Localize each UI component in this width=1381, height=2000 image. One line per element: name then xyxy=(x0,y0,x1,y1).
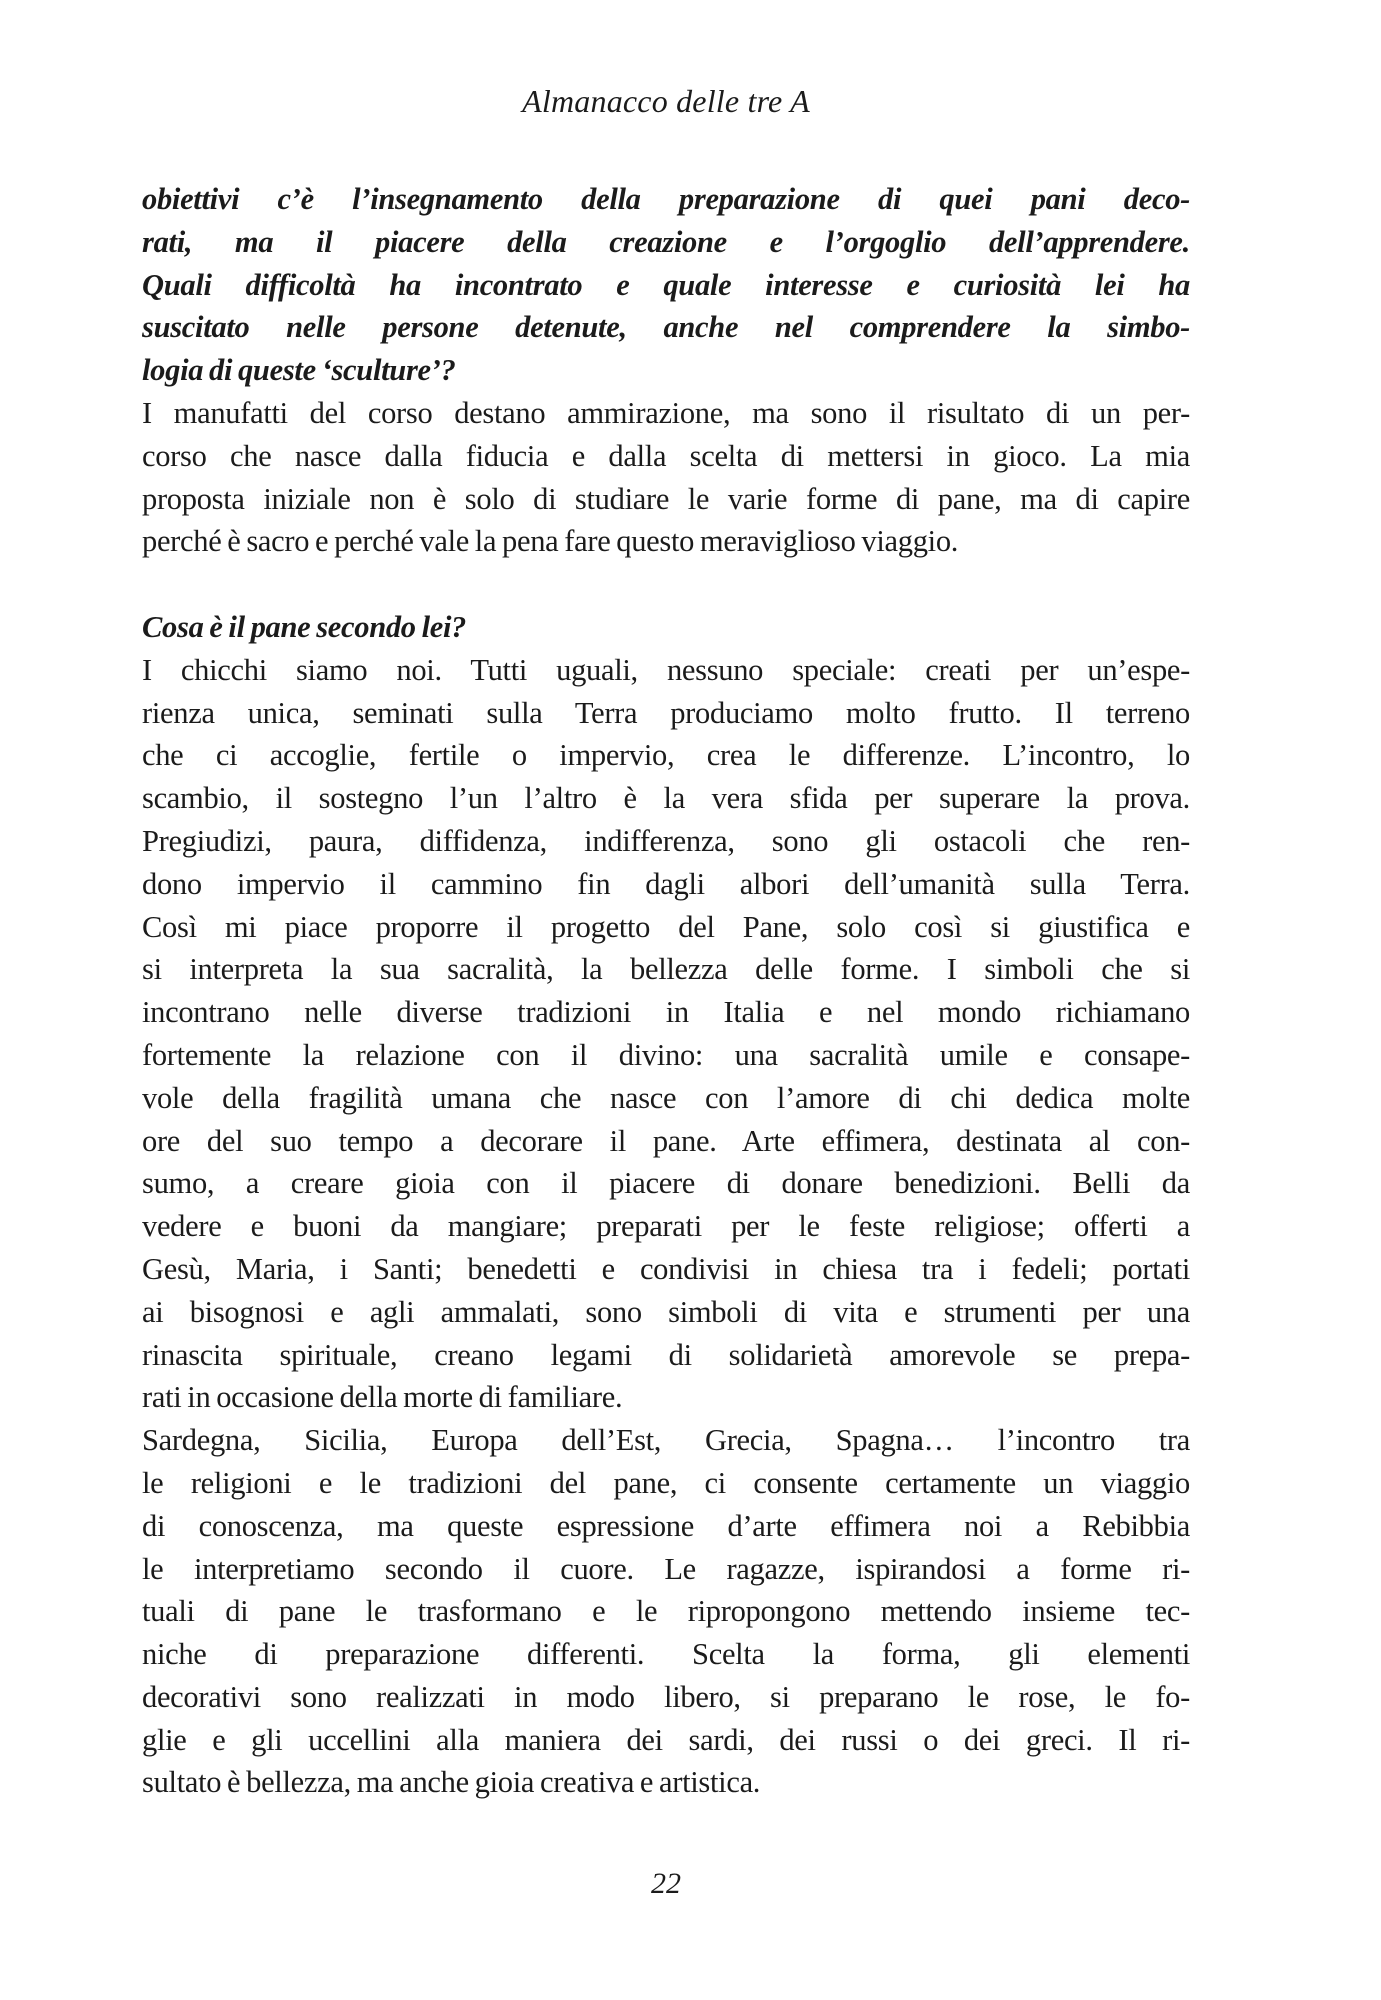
answer-line: ore del suo tempo a decorare il pane. Arte effimera, destinata al con- xyxy=(142,1123,1190,1158)
answer-line: rati in occasione della morte di familiare. xyxy=(142,1380,623,1415)
answer-line: dono impervio il cammino fin dagli albori dell’umanità sulla Terra. xyxy=(142,866,1190,901)
answer-line: tuali di pane le trasformano e le ripropongono mettendo insieme tec- xyxy=(142,1594,1190,1629)
paragraph-spacer xyxy=(142,563,1190,606)
answer-line: di conoscenza, ma queste espressione d’arte effimera noi a Rebibbia xyxy=(142,1508,1190,1543)
answer-line: I manufatti del corso destano ammirazione, ma sono il risultato di un per- xyxy=(142,395,1190,430)
answer-line: proposta iniziale non è solo di studiare le varie forme di pane, ma di capire xyxy=(142,481,1190,516)
question-line: suscitato nelle persone detenute, anche nel comprendere la simbo- xyxy=(142,310,1190,345)
body-text xyxy=(142,178,1190,1804)
answer-line: perché è sacro e perché vale la pena fare questo meraviglioso viaggio. xyxy=(142,524,959,559)
answer-line: si interpreta la sua sacralità, la bellezza delle forme. I simboli che si xyxy=(142,952,1190,987)
answer-line: corso che nasce dalla fiducia e dalla scelta di mettersi in gioco. La mia xyxy=(142,438,1190,473)
answer-line: niche di preparazione differenti. Scelta la forma, gli elementi xyxy=(142,1637,1190,1672)
page-number: 22 xyxy=(651,1867,681,1900)
answer-line: scambio, il sostegno l’un l’altro è la vera sfida per superare la prova. xyxy=(142,781,1190,816)
answer-line: rienza unica, seminati sulla Terra produciamo molto frutto. Il terreno xyxy=(142,695,1190,730)
question-line: Cosa è il pane secondo lei? xyxy=(142,609,467,644)
question-line: obiettivi c’è l’insegnamento della preparazione di quei pani deco- xyxy=(142,182,1190,216)
answer-line: incontrano nelle diverse tradizioni in Italia e nel mondo richiamano xyxy=(142,995,1190,1030)
question-line: Quali difficoltà ha incontrato e quale interesse e curiosità lei ha xyxy=(142,267,1190,302)
answer-line: le religioni e le tradizioni del pane, ci consente certamente un viaggio xyxy=(142,1465,1190,1500)
answer-line: vedere e buoni da mangiare; preparati per le feste religiose; offerti a xyxy=(142,1209,1190,1244)
question-line: logia di queste ‘sculture’? xyxy=(142,353,456,388)
answer-line: Pregiudizi, paura, diffidenza, indifferenza, sono gli ostacoli che ren- xyxy=(142,823,1190,858)
question-line: rati, ma il piacere della creazione e l’orgoglio dell’apprendere. xyxy=(142,224,1190,259)
answer-line: rinascita spirituale, creano legami di solidarietà amorevole se prepa- xyxy=(142,1337,1190,1372)
answer-line: decorativi sono realizzati in modo libero, si preparano le rose, le fo- xyxy=(142,1679,1190,1714)
answer-line: Sardegna, Sicilia, Europa dell’Est, Grecia, Spagna… l’incontro tra xyxy=(142,1423,1190,1458)
answer-line: Gesù, Maria, i Santi; benedetti e condivisi in chiesa tra i fedeli; portati xyxy=(142,1251,1190,1286)
answer-line: che ci accoglie, fertile o impervio, crea le differenze. L’incontro, lo xyxy=(142,738,1190,773)
running-header: Almanacco delle tre A xyxy=(522,83,810,119)
answer-line: I chicchi siamo noi. Tutti uguali, nessuno speciale: creati per un’espe- xyxy=(142,652,1190,687)
answer-line: Così mi piace proporre il progetto del Pane, solo così si giustifica e xyxy=(142,909,1190,944)
answer-line: glie e gli uccellini alla maniera dei sardi, dei russi o dei greci. Il ri- xyxy=(142,1722,1190,1757)
answer-line: vole della fragilità umana che nasce con l’amore di chi dedica molte xyxy=(142,1080,1190,1115)
answer-line: fortemente la relazione con il divino: una sacralità umile e consape- xyxy=(142,1037,1190,1072)
answer-line: sultato è bellezza, ma anche gioia creativa e artistica. xyxy=(142,1765,761,1800)
answer-line: le interpretiamo secondo il cuore. Le ragazze, ispirandosi a forme ri- xyxy=(142,1551,1190,1586)
answer-line: sumo, a creare gioia con il piacere di donare benedizioni. Belli da xyxy=(142,1166,1190,1201)
answer-line: ai bisognosi e agli ammalati, sono simboli di vita e strumenti per una xyxy=(142,1294,1190,1329)
